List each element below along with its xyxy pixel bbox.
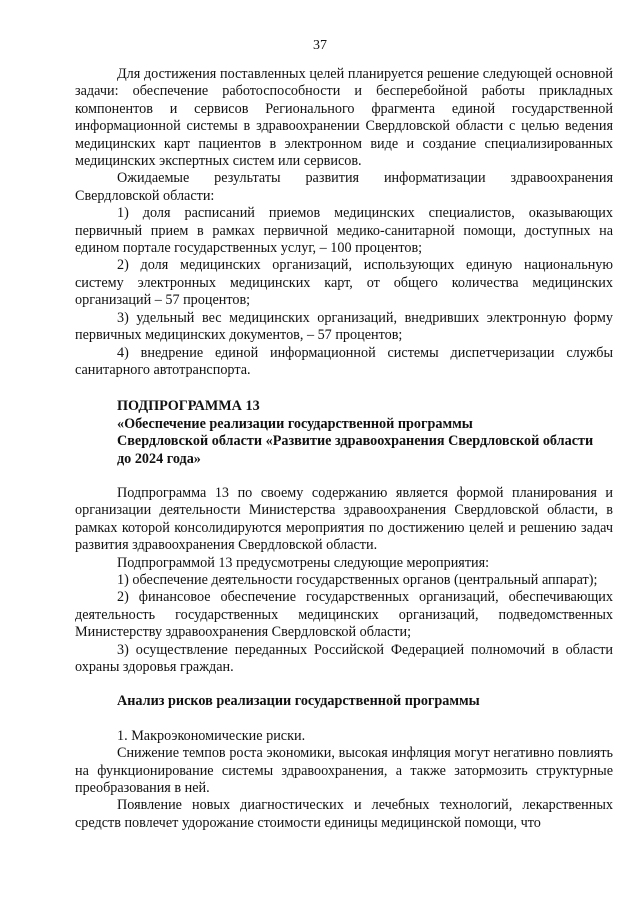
paragraph-measures-intro: Подпрограммой 13 предусмотрены следующие мероприятия: xyxy=(117,554,490,571)
subprogram-title: ПОДПРОГРАММА 13 xyxy=(117,398,260,415)
page-number: 37 xyxy=(313,38,327,53)
paragraph-subprogram-description: Подпрограмма 13 по своему содержанию является формой планирования и организации деятельности Министерства здравоохранения Свердловской области, в рамках которой консолидируются мероприятия по достижению целей и решению задач развития здравоохранения Свердловской области. xyxy=(75,484,613,554)
paragraph-expected-results: Ожидаемые результаты развития информатизации здравоохранения Свердловской области: xyxy=(75,170,613,204)
measure-item-2: 2) финансовое обеспечение государственных организаций, обеспечивающих деятельность государственных медицинских организаций, подведомственных Министерству здравоохранения Свердловской области; xyxy=(75,589,613,641)
paragraph-macro-risks: 1. Макроэкономические риски. xyxy=(117,727,306,744)
measure-item-1: 1) обеспечение деятельности государственных органов (центральный аппарат); xyxy=(117,571,598,588)
paragraph-economic-slowdown: Снижение темпов роста экономики, высокая инфляция могут негативно повлиять на функционирование системы здравоохранения, а также затормозить структурные преобразования в ней. xyxy=(75,745,613,797)
risks-heading: Анализ рисков реализации государственной программы xyxy=(117,693,480,710)
subprogram-subtitle-line-3: до 2024 года» xyxy=(117,450,201,467)
result-item-1: 1) доля расписаний приемов медицинских специалистов, оказывающих первичный прием в рамках первичной медико-санитарной помощи, доступных на едином портале государственных услуг, – 100 процентов; xyxy=(75,205,613,257)
result-item-2: 2) доля медицинских организаций, использующих единую национальную систему электронных медицинских карт, от общего количества медицинских организаций – 57 процентов; xyxy=(75,257,613,309)
subprogram-subtitle-line-2: Свердловской области «Развитие здравоохранения Свердловской области xyxy=(117,433,594,450)
measure-item-3: 3) осуществление переданных Российской Федерацией полномочий в области охраны здоровья граждан. xyxy=(75,641,613,675)
result-item-3: 3) удельный вес медицинских организаций, внедривших электронную форму первичных медицинских документов, – 57 процентов; xyxy=(75,309,613,344)
paragraph-new-technologies: Появление новых диагностических и лечебных технологий, лекарственных средств повлечет удорожание стоимости единицы медицинской помощи, что xyxy=(75,797,613,831)
subprogram-subtitle-line-1: «Обеспечение реализации государственной программы xyxy=(117,415,473,432)
document-body xyxy=(75,66,613,832)
paragraph-main-task: Для достижения поставленных целей планируется решение следующей основной задачи: обеспечение работоспособности и бесперебойной работы прикладных компонентов и сервисов Регионального фрагмента единой государственной информационной системы в здравоохранении Свердловской области с целью ведения медицинских карт пациентов в электронном виде и создание специализированных медицинских экспертных систем или сервисов. xyxy=(75,66,613,170)
result-item-4: 4) внедрение единой информационной системы диспетчеризации службы санитарного автотранспорта. xyxy=(75,344,613,378)
